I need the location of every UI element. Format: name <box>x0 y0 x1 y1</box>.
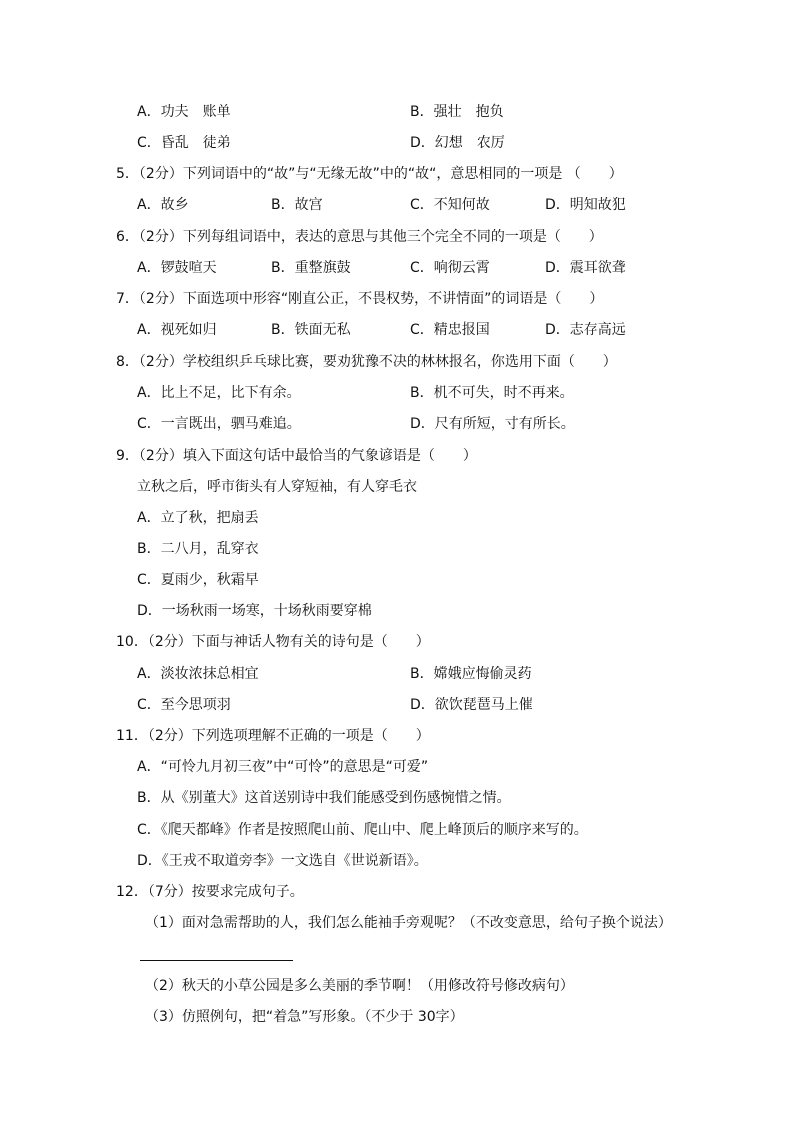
q5-option-d: D．明知故犯 <box>545 197 626 213</box>
question-5-stem: 5．（2分）下列词语中的“故”与“无缘无故”中的“故“，意思相同的一项是 （ ） <box>116 166 623 182</box>
q6-option-a: A．锣鼓喧天 <box>137 260 217 276</box>
q11-option-a: A．“可怜九月初三夜”中“可怜”的意思是“可爱” <box>137 759 429 775</box>
q8-option-c: C．一言既出，驷马难追。 <box>137 416 301 432</box>
question-7-stem: 7．（2分）下面选项中形容“刚直公正，不畏权势，不讲情面”的词语是（ ） <box>116 291 604 307</box>
q11-option-c: C．《爬天都峰》作者是按照爬山前、爬山中、爬上峰顶后的顺序来写的。 <box>137 822 588 838</box>
q8-option-d: D．尺有所短，寸有所长。 <box>410 416 575 432</box>
question-10-stem: 10．（2分）下面与神话人物有关的诗句是（ ） <box>116 634 430 650</box>
prev-option-d: D．幻想 农厉 <box>410 135 505 151</box>
prev-option-a: A．功夫 账单 <box>137 104 231 120</box>
q8-option-b: B．机不可失，时不再来。 <box>410 385 574 401</box>
answer-line[interactable] <box>140 960 293 961</box>
question-9-stem: 9．（2分）填入下面这句话中最恰当的气象谚语是（ ） <box>116 448 477 464</box>
q6-option-d: D．震耳欲聋 <box>545 260 626 276</box>
question-11-stem: 11．（2分）下列选项理解不正确的一项是（ ） <box>116 728 430 744</box>
question-8-stem: 8．（2分）学校组织乒乓球比赛，要劝犹豫不决的林林报名，你选用下面（ ） <box>116 354 617 370</box>
q7-option-a: A．视死如归 <box>137 322 217 338</box>
q5-option-b: B．故宫 <box>271 197 323 213</box>
question-12-stem: 12．（7分）按要求完成句子。 <box>116 884 304 900</box>
q10-option-c: C．至今思项羽 <box>137 697 231 713</box>
q5-option-c: C．不知何故 <box>410 197 490 213</box>
q11-option-d: D．《王戎不取道旁李》一文选自《世说新语》。 <box>137 853 428 869</box>
q12-part-2: （2）秋天的小草公园是多么美丽的季节啊！（用修改符号修改病句） <box>145 978 574 994</box>
q9-option-c: C．夏雨少，秋霜早 <box>137 572 259 588</box>
prev-option-c: C．昏乱 徒弟 <box>137 135 231 151</box>
q12-part-3: （3）仿照例句，把“着急”写形象。（不少于 30字） <box>145 1009 464 1025</box>
prev-option-b: B．强壮 抱负 <box>410 104 504 120</box>
q10-option-a: A．淡妆浓抹总相宜 <box>137 666 259 682</box>
q7-option-c: C．精忠报国 <box>410 322 490 338</box>
q9-option-b: B．二八月，乱穿衣 <box>137 541 259 557</box>
question-6-stem: 6．（2分）下列每组词语中，表达的意思与其他三个完全不同的一项是（ ） <box>116 229 603 245</box>
q5-option-a: A．故乡 <box>137 197 189 213</box>
q9-option-a: A．立了秋，把扇丢 <box>137 510 259 526</box>
q6-option-c: C．响彻云霄 <box>410 260 490 276</box>
q11-option-b: B．从《别董大》这首送别诗中我们能感受到伤感惋惜之情。 <box>137 790 511 806</box>
q8-option-a: A．比上不足，比下有余。 <box>137 385 301 401</box>
q9-option-d: D．一场秋雨一场寒，十场秋雨要穿棉 <box>137 603 372 619</box>
q10-option-b: B．嫦娥应悔偷灵药 <box>410 666 532 682</box>
q9-context: 立秋之后，呼市街头有人穿短袖，有人穿毛衣 <box>137 479 417 495</box>
q7-option-b: B．铁面无私 <box>271 322 351 338</box>
q6-option-b: B．重整旗鼓 <box>271 260 351 276</box>
q10-option-d: D．欲饮琵琶马上催 <box>410 697 533 713</box>
q12-part-1: （1）面对急需帮助的人，我们怎么能袖手旁观呢？（不改变意思，给句子换个说法） <box>145 915 672 931</box>
q7-option-d: D．志存高远 <box>545 322 626 338</box>
